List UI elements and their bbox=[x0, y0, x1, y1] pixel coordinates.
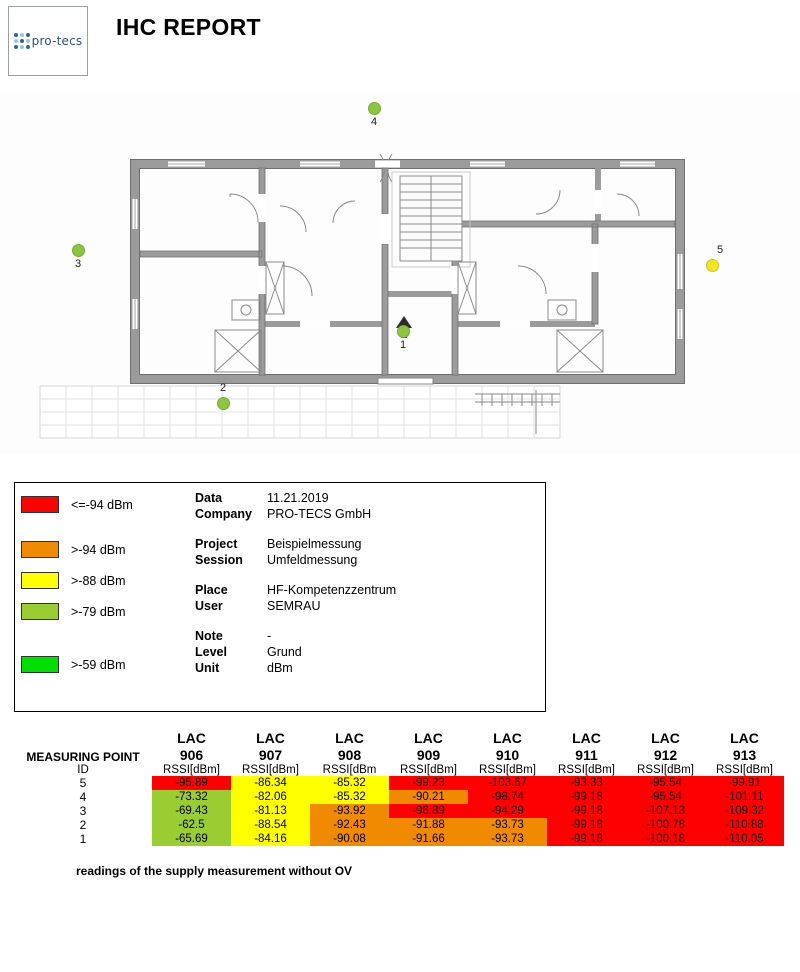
lac-name: LAC bbox=[177, 730, 206, 746]
meta-key: Data bbox=[195, 491, 223, 505]
logo-dots-icon bbox=[14, 33, 30, 49]
table-row bbox=[14, 790, 784, 804]
column-header-lac-913 bbox=[705, 730, 784, 764]
legend-item bbox=[15, 649, 190, 680]
rssi-cell: -100.18 bbox=[626, 832, 705, 846]
rssi-cell: -99.18 bbox=[547, 790, 626, 804]
rssi-cell: -100.78 bbox=[626, 818, 705, 832]
column-header-lac-911 bbox=[547, 730, 626, 764]
legend-swatch-orange bbox=[21, 541, 59, 558]
marker-label-3: 3 bbox=[75, 258, 82, 270]
report-metadata bbox=[195, 491, 545, 677]
legend-item bbox=[15, 565, 190, 596]
id-column-header: ID bbox=[77, 764, 89, 776]
measuring-point-label: MEASURING POINT bbox=[26, 750, 140, 764]
marker-label-1: 1 bbox=[400, 339, 407, 351]
lac-number: 907 bbox=[258, 747, 283, 763]
legend-swatch-olive bbox=[21, 603, 59, 620]
meta-value: HF-Kompetenzzentrum bbox=[267, 583, 397, 597]
rssi-cell: -88.54 bbox=[231, 818, 310, 832]
rssi-cell: -82.06 bbox=[231, 790, 310, 804]
rssi-cell: -99.23 bbox=[389, 776, 468, 790]
meta-value: - bbox=[267, 629, 272, 643]
lac-name: LAC bbox=[414, 730, 443, 746]
row-id: 5 bbox=[79, 776, 87, 790]
marker-point-1[interactable] bbox=[397, 325, 410, 338]
footnote-text: readings of the supply measurement without OV bbox=[76, 864, 353, 878]
rssi-cell: -95.54 bbox=[626, 776, 705, 790]
table-row bbox=[14, 776, 784, 790]
rssi-cell: -91.88 bbox=[389, 818, 468, 832]
legend-label: >-94 dBm bbox=[71, 542, 126, 557]
rssi-cell: -107.13 bbox=[626, 804, 705, 818]
column-header-lac-906 bbox=[152, 730, 231, 764]
rssi-cell: -84.16 bbox=[231, 832, 310, 846]
meta-row-project bbox=[195, 537, 545, 551]
rssi-cell: -96.89 bbox=[389, 804, 468, 818]
table-row bbox=[14, 818, 784, 832]
marker-point-4[interactable] bbox=[368, 102, 381, 115]
rssi-cell: -81.13 bbox=[231, 804, 310, 818]
rssi-cell: -86.34 bbox=[231, 776, 310, 790]
rssi-cell: -62.5 bbox=[152, 818, 231, 832]
rssi-cell: -85.32 bbox=[310, 776, 389, 790]
meta-key: Unit bbox=[195, 661, 220, 675]
meta-row-unit bbox=[195, 661, 545, 675]
row-id: 2 bbox=[79, 818, 87, 832]
meta-value: Umfeldmessung bbox=[267, 553, 358, 567]
meta-key: Session bbox=[195, 553, 243, 567]
rssi-cell: -92.43 bbox=[310, 818, 389, 832]
rssi-cell: -91.66 bbox=[389, 832, 468, 846]
rssi-cell: -99.91 bbox=[705, 776, 784, 790]
unit-header: RSSI[dBm] bbox=[637, 764, 694, 776]
column-header-lac-908 bbox=[310, 730, 389, 764]
unit-header: RSSI[dBm] bbox=[242, 764, 299, 776]
floorplan-drawing bbox=[0, 94, 800, 454]
meta-key: Note bbox=[195, 629, 223, 643]
lac-number: 912 bbox=[653, 747, 678, 763]
legend-swatch-yellow bbox=[21, 572, 59, 589]
page-title: IHC REPORT bbox=[116, 14, 261, 40]
rssi-cell: -85.32 bbox=[310, 790, 389, 804]
meta-row-level bbox=[195, 645, 545, 659]
meta-key: Place bbox=[195, 583, 228, 597]
rssi-cell: -93.92 bbox=[310, 804, 389, 818]
lac-number: 909 bbox=[416, 747, 441, 763]
measurement-table-panel bbox=[0, 730, 800, 846]
rssi-cell: -110.88 bbox=[705, 818, 784, 832]
rssi-cell: -99.18 bbox=[547, 818, 626, 832]
report-header bbox=[0, 0, 800, 80]
company-logo bbox=[8, 6, 88, 76]
marker-point-2[interactable] bbox=[217, 397, 230, 410]
marker-label-4: 4 bbox=[371, 116, 378, 128]
bathroom-fixtures-left bbox=[215, 262, 284, 372]
unit-header: RSSI[dBm] bbox=[163, 764, 220, 776]
logo-label: pro-tecs bbox=[31, 34, 83, 48]
table-header-units bbox=[14, 764, 784, 776]
lac-number: 906 bbox=[179, 747, 204, 763]
meta-key: Level bbox=[195, 645, 227, 659]
meta-row-session bbox=[195, 553, 545, 567]
table-header-lac bbox=[14, 730, 784, 764]
legend-label: <=-94 dBm bbox=[71, 497, 133, 512]
lac-name: LAC bbox=[572, 730, 601, 746]
column-header-lac-909 bbox=[389, 730, 468, 764]
unit-header: RSSI[dBm] bbox=[716, 764, 773, 776]
column-header-lac-910 bbox=[468, 730, 547, 764]
rssi-cell: -93.33 bbox=[547, 776, 626, 790]
bathroom-fixtures-right bbox=[458, 262, 603, 372]
rssi-cell: -93.73 bbox=[468, 832, 547, 846]
lac-number: 908 bbox=[337, 747, 362, 763]
meta-value: dBm bbox=[267, 661, 293, 675]
rssi-cell: -109.32 bbox=[705, 804, 784, 818]
meta-key: Company bbox=[195, 507, 252, 521]
unit-header: RSSI[dBm] bbox=[400, 764, 457, 776]
table-row bbox=[14, 832, 784, 846]
meta-row-data bbox=[195, 491, 545, 505]
row-id: 3 bbox=[79, 804, 87, 818]
lac-number: 913 bbox=[732, 747, 757, 763]
row-id: 4 bbox=[79, 790, 87, 804]
table-row bbox=[14, 804, 784, 818]
legend-item bbox=[15, 489, 190, 520]
legend-swatch-green bbox=[21, 656, 59, 673]
legend-info-box bbox=[14, 482, 546, 712]
rssi-cell: -101.11 bbox=[705, 790, 784, 804]
floorplan-panel bbox=[0, 94, 800, 454]
lac-name: LAC bbox=[730, 730, 759, 746]
lac-name: LAC bbox=[651, 730, 680, 746]
lac-name: LAC bbox=[493, 730, 522, 746]
meta-row-note bbox=[195, 629, 545, 643]
measurement-table bbox=[14, 730, 784, 846]
row-id: 1 bbox=[79, 832, 87, 846]
unit-header: RSSI[dBm bbox=[322, 764, 377, 776]
unit-header: RSSI[dBm] bbox=[558, 764, 615, 776]
rssi-cell: -103.67 bbox=[468, 776, 547, 790]
lac-number: 910 bbox=[495, 747, 520, 763]
lac-name: LAC bbox=[256, 730, 285, 746]
meta-value: PRO-TECS GmbH bbox=[267, 507, 372, 521]
meta-row-place bbox=[195, 583, 545, 597]
rssi-cell: -98.74 bbox=[468, 790, 547, 804]
staircase bbox=[400, 176, 462, 261]
legend-label: >-88 dBm bbox=[71, 573, 126, 588]
meta-key: User bbox=[195, 599, 223, 613]
marker-point-3[interactable] bbox=[72, 244, 85, 257]
signal-legend bbox=[15, 483, 190, 711]
lac-number: 911 bbox=[575, 747, 598, 763]
legend-label: >-79 dBm bbox=[71, 604, 126, 619]
meta-value: Beispielmessung bbox=[267, 537, 362, 551]
rssi-cell: -73.32 bbox=[152, 790, 231, 804]
meta-value: 11.21.2019 bbox=[267, 491, 329, 505]
rssi-cell: -94.29 bbox=[468, 804, 547, 818]
legend-item bbox=[15, 596, 190, 627]
meta-row-company bbox=[195, 507, 545, 521]
column-header-lac-912 bbox=[626, 730, 705, 764]
rssi-cell: -69.43 bbox=[152, 804, 231, 818]
rssi-cell: -65.69 bbox=[152, 832, 231, 846]
marker-label-2: 2 bbox=[220, 382, 227, 394]
rssi-cell: -99.18 bbox=[547, 804, 626, 818]
rssi-cell: -93.73 bbox=[468, 818, 547, 832]
marker-label-5: 5 bbox=[717, 244, 724, 256]
rssi-cell: -99.18 bbox=[547, 832, 626, 846]
meta-value: Grund bbox=[267, 645, 302, 659]
rssi-cell: -90.08 bbox=[310, 832, 389, 846]
lac-name: LAC bbox=[335, 730, 364, 746]
rssi-cell: -95.89 bbox=[152, 776, 231, 790]
rssi-cell: -110.05 bbox=[705, 832, 784, 846]
legend-swatch-red bbox=[21, 496, 59, 513]
meta-value: SEMRAU bbox=[267, 599, 321, 613]
rssi-cell: -90.21 bbox=[389, 790, 468, 804]
rssi-cell: -95.54 bbox=[626, 790, 705, 804]
unit-header: RSSI[dBm] bbox=[479, 764, 536, 776]
marker-point-5[interactable] bbox=[706, 259, 719, 272]
meta-row-user bbox=[195, 599, 545, 613]
legend-label: >-59 dBm bbox=[71, 657, 126, 672]
meta-key: Project bbox=[195, 537, 238, 551]
legend-item bbox=[15, 534, 190, 565]
column-header-lac-907 bbox=[231, 730, 310, 764]
